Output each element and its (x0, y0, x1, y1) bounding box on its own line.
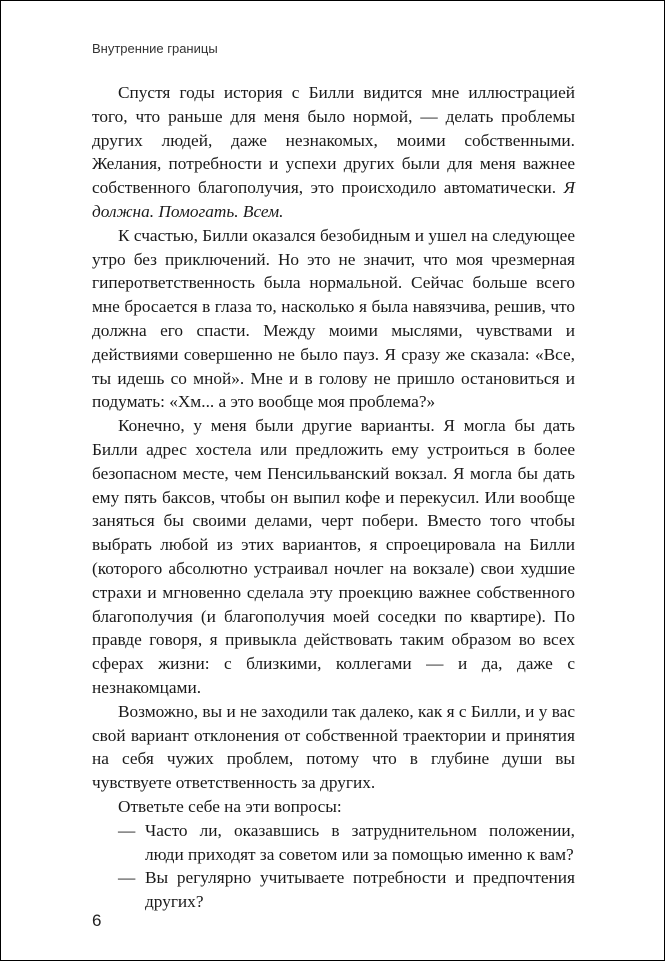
list-item (92, 819, 575, 867)
paragraph: Ответьте себе на эти вопросы: (118, 796, 342, 816)
list-item (92, 866, 575, 914)
page-number: 6 (92, 911, 102, 930)
list-dash: — (118, 868, 136, 888)
paragraph: Возможно, вы и не заходили так далеко, как я с Билли, и у вас свой вариант отклонения от собственной траектории и принятия на себя чужих проблем, потому что в глубине души вы чувствуете ответственность за других. (92, 701, 575, 793)
list-item-text: Часто ли, оказавшись в затруднительном положении, люди приходят за советом или за помощью именно к вам? (145, 820, 575, 864)
paragraph: К счастью, Билли оказался безобидным и ушел на следующее утро без приключений. Но это не значит, что моя чрезмерная гиперответственность была нормальной. Сейчас больше всего мне бросается в глаза то, насколько я была навязчива, решив, что должна его спасти. Между моими мыслями, чувствами и действиями совершенно не было пауз. Я сразу же сказала: «Все, ты идешь со мной». Мне и в голову не пришло остановиться и подумать: «Хм... а это вообще моя проблема?» (92, 225, 575, 412)
italic-phrase: Я должна. Помогать. Всем. (92, 178, 575, 221)
list-dash: — (118, 820, 136, 840)
paragraph (92, 81, 575, 224)
paragraph: Конечно, у меня были другие варианты. Я могла бы дать Билли адрес хостела или предложить ему устроиться в более безопасном месте, чем Пенсильванский вокзал. Я могла бы дать ему пять баксов, чтобы он выпил кофе и перекусил. Или вообще заняться бы своими делами, черт побери. Вместо того чтобы выбрать любой из этих вариантов, я спроецировала на Билли (которого абсолютно устраивал ночлег на вокзале) свои худшие страхи и мгновенно сделала эту проекцию важнее собственного благополучия (и благополучия моей соседки по квартире). По правде говоря, я привыкла действовать таким образом во всех сферах жизни: с близкими, коллегами — и да, даже с незнакомцами. (92, 416, 575, 697)
paragraph-text: Спустя годы история с Билли видится мне иллюстрацией того, что раньше для меня было нормой, — делать проблемы других людей, даже незнакомых, моими собственными. Желания, потребности и успехи других были для меня важнее собственного благополучия, это происходило автоматически. (92, 83, 575, 198)
list-item-text: Вы регулярно учитываете потребности и предпочтения других? (145, 868, 575, 912)
running-header: Внутренние границы (92, 41, 218, 56)
body-text (92, 81, 575, 914)
question-list (92, 819, 575, 914)
